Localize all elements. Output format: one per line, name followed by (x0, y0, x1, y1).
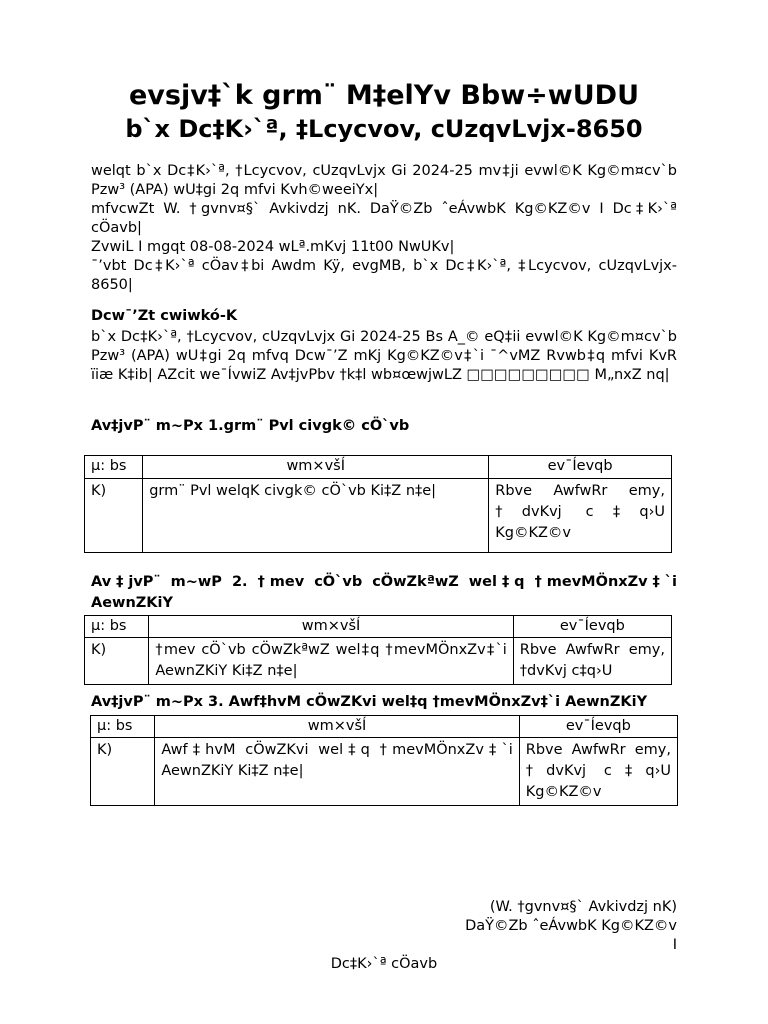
signature-block (465, 898, 677, 955)
column-header-decision: wm×všÍ (155, 716, 519, 738)
agenda-2-table (84, 615, 672, 685)
column-header-implementation: ev¯Íevqb (513, 616, 671, 638)
column-header-serial: µ: bs (85, 456, 143, 479)
intro-line-datetime: ZvwiL I mgqt 08-08-2024 wLª.mKvj 11t00 NwUKv| (91, 239, 455, 255)
column-header-serial: µ: bs (85, 616, 149, 638)
column-header-implementation: ev¯Íevqb (489, 456, 672, 479)
institute-title: evsjv‡`k grm¨ M‡elYv Bbw÷wUDU (128, 80, 640, 111)
column-header-implementation: ev¯Íevqb (519, 716, 677, 738)
row-decision: grm¨ Pvl welqK civgk© cÖ`vb Ki‡Z n‡e| (143, 479, 489, 553)
row-implementation: Rbve AwfwRr emy, †dvKvj c‡q›U (513, 638, 671, 685)
row-serial: K) (85, 479, 143, 553)
agenda-3-title: Av‡jvP¨ m~Px 3. Awf‡hvM cÖwZKvi wel‡q †mevMÖnxZv‡`i AewnZKiY (91, 694, 648, 710)
station-address: b`x Dc‡K›`ª, ‡Lcycvov, cUzqvLvjx-8650 (125, 115, 643, 143)
row-implementation: Rbve AwfwRr emy, †dvKvj c‡q›U Kg©KZ©v (519, 738, 677, 806)
intro-line-chair: mfvcwZt W. †gvnv¤§` Avkivdzj nK. DaŸ©Zb ˆeÁvwbK Kg©KZ©v I Dc‡K›`ª cÖavb| (91, 201, 677, 236)
table-row (91, 738, 678, 806)
row-serial: K) (91, 738, 155, 806)
signatory-office: Dc‡K›`ª cÖavb (330, 956, 438, 972)
agenda-1-title: Av‡jvP¨ m~Px 1.grm¨ Pvl civgk© cÖ`vb (91, 418, 410, 434)
row-implementation: Rbve AwfwRr emy, †dvKvj c‡q›U Kg©KZ©v (489, 479, 672, 553)
row-decision: Awf‡hvM cÖwZKvi wel‡q †mevMÖnxZv‡`i AewnZKiY Ki‡Z n‡e| (155, 738, 519, 806)
column-header-decision: wm×všÍ (149, 616, 513, 638)
row-decision: †mev cÖ`vb cÖwZkªwZ wel‡q †mevMÖnxZv‡`i AewnZKiY Ki‡Z n‡e| (149, 638, 513, 685)
column-header-serial: µ: bs (91, 716, 155, 738)
agenda-1-table (84, 455, 672, 553)
agenda-2-title: Av‡jvP¨ m~wP 2. †mev cÖ`vb cÖwZkªwZ wel‡q †mevMÖnxZv‡`i AewnZKiY (91, 574, 677, 611)
signatory-conjunction: I (672, 937, 677, 953)
discussion-paragraph (91, 328, 677, 385)
missing-glyph-boxes: □□□□□□□□□ (466, 367, 590, 383)
meeting-intro (91, 162, 677, 295)
discussion-text-end: M„nxZ nq| (589, 367, 670, 383)
signatory-designation: DaŸ©Zb ˆeÁvwbK Kg©KZ©v (465, 918, 677, 934)
intro-line-venue: ¯’vbt Dc‡K›`ª cÖav‡bi Awdm Kÿ, evgMB, b`x Dc‡K›`ª, ‡Lcycvov, cUzqvLvjx-8650| (91, 258, 677, 293)
table-row (85, 638, 672, 685)
row-serial: K) (85, 638, 149, 685)
table-row (85, 479, 672, 553)
column-header-decision: wm×všÍ (143, 456, 489, 479)
agenda-3-table (90, 715, 678, 806)
intro-line-subject: welqt b`x Dc‡K›`ª, †Lcycvov, cUzqvLvjx Gi 2024-25 mv‡ji evwl©K Kg©m¤cv`b Pzw³ (APA) wU‡gi 2q mfvi Kvh©weeiYx| (91, 163, 677, 198)
attendance-heading: Dcw¯’Zt cwiwkó-K (91, 308, 238, 324)
discussion-text: b`x Dc‡K›`ª, †Lcycvov, cUzqvLvjx Gi 2024-25 Bs A_© eQ‡ii evwl©K Kg©m¤cv`b Pzw³ (APA) wU‡gi 2q mfvq Dcw¯’Z mKj Kg©KZ©v‡`i ¯^vMZ Rvwb‡q mfvi KvR ïiæ K‡ib| AZcit we¯ÍvwiZ Av‡jvPbv †k‡l wb¤œwjwLZ (91, 329, 677, 383)
signatory-name: (W. †gvnv¤§` Avkivdzj nK) (489, 899, 677, 915)
